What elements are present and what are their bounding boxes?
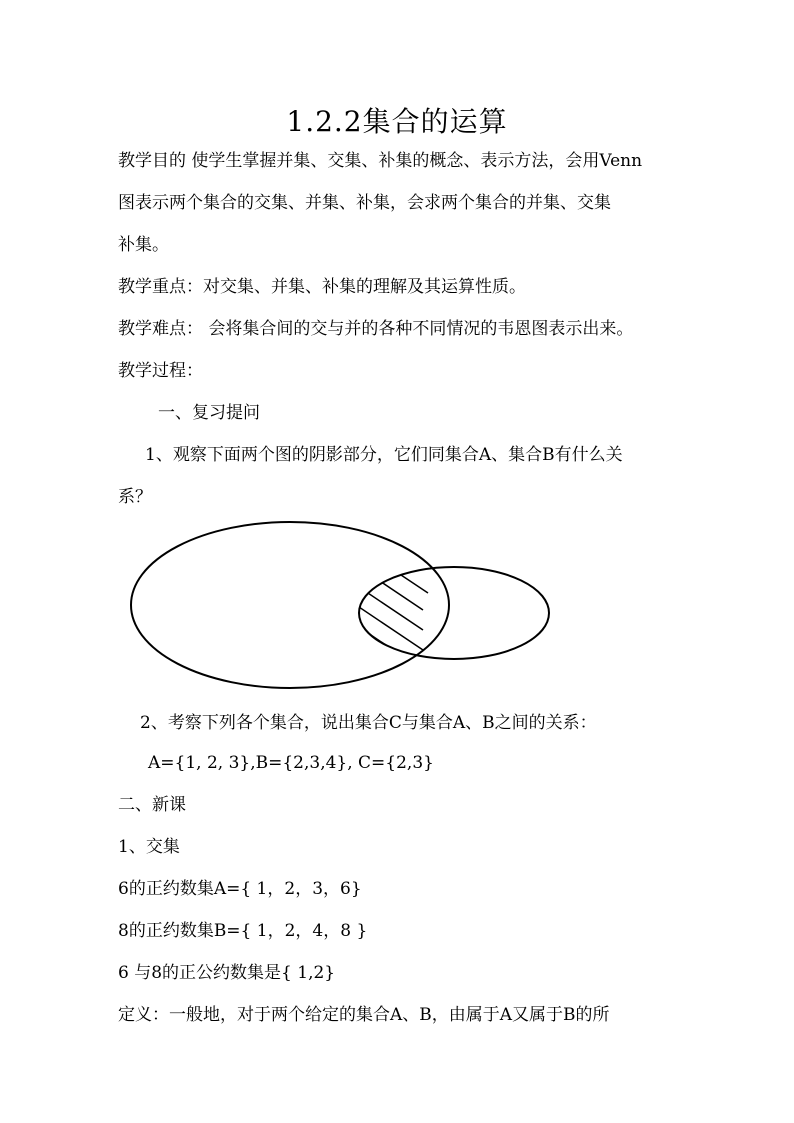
set-b-ellipse <box>359 567 549 659</box>
common-divisors: 6 与8的正公约数集是{ 1,2} <box>118 963 336 983</box>
set-a-ellipse <box>131 522 449 688</box>
review-heading: 一、复习提问 <box>158 403 260 423</box>
difficulties: 教学难点： 会将集合间的交与并的各种不同情况的韦恩图表示出来。 <box>118 319 634 339</box>
question-2: 2、考察下列各个集合，说出集合C与集合A、B之间的关系： <box>140 713 597 733</box>
divisors-of-6: 6的正约数集A={ 1，2，3，6} <box>118 879 362 899</box>
definition-line-1: 定义：一般地，对于两个给定的集合A、B，由属于A又属于B的所 <box>118 1005 610 1025</box>
page-title: 1.2.2集合的运算 <box>286 105 508 138</box>
new-lesson-heading: 二、新课 <box>118 795 186 815</box>
intersection-heading: 1、交集 <box>118 837 180 857</box>
key-points: 教学重点：对交集、并集、补集的理解及其运算性质。 <box>118 277 526 297</box>
objective-line-3: 补集。 <box>118 235 169 255</box>
question-1-line-1: 1、观察下面两个图的阴影部分，它们同集合A、集合B有什么关 <box>145 445 623 465</box>
sets-line: A={1, 2, 3},B={2,3,4}, C={2,3} <box>148 753 434 773</box>
divisors-of-8: 8的正约数集B={ 1，2，4，8 } <box>118 921 368 941</box>
process-heading: 教学过程： <box>118 361 203 381</box>
objective-line-2: 图表示两个集合的交集、并集、补集，会求两个集合的并集、交集 <box>118 193 611 213</box>
objective-line-1: 教学目的 使学生掌握并集、交集、补集的概念、表示方法，会用Venn <box>118 151 643 171</box>
venn-diagram <box>128 518 558 696</box>
question-1-line-2: 系？ <box>118 487 152 507</box>
